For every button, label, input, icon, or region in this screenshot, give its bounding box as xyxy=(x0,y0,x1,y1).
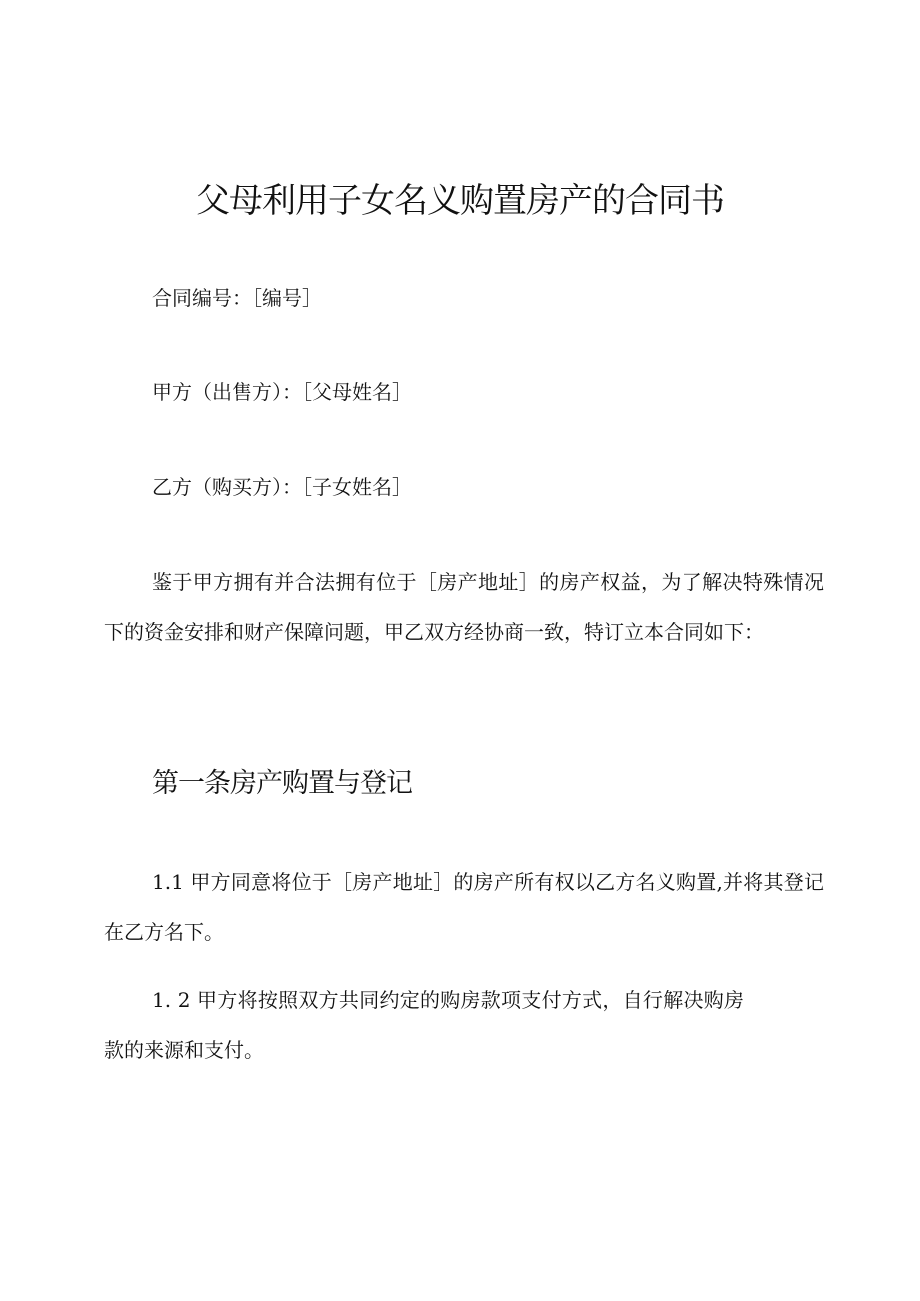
page-title: 父母利用子女名义购置房产的合同书 xyxy=(196,181,724,221)
contract-number-field: 合同编号：［编号］ xyxy=(152,286,322,310)
party-b-field: 乙方（购买方）：［子女姓名］ xyxy=(152,475,412,499)
section-heading: 第一条房产购置与登记 xyxy=(152,768,412,799)
party-a-field: 甲方（出售方）：［父母姓名］ xyxy=(152,380,412,404)
clause-paragraph: 1.1 甲方同意将位于［房产地址］的房产所有权以乙方名义购置,并将其登记在乙方名下。 xyxy=(104,870,824,944)
preamble-paragraph: 鉴于甲方拥有并合法拥有位于［房产地址］的房产权益，为了解决特殊情况下的资金安排和财产保障问题，甲乙双方经协商一致，特订立本合同如下： xyxy=(104,570,824,644)
clause-paragraph: 1. 2 甲方将按照双方共同约定的购房款项支付方式，自行解决购房款的来源和支付。 xyxy=(104,988,744,1062)
